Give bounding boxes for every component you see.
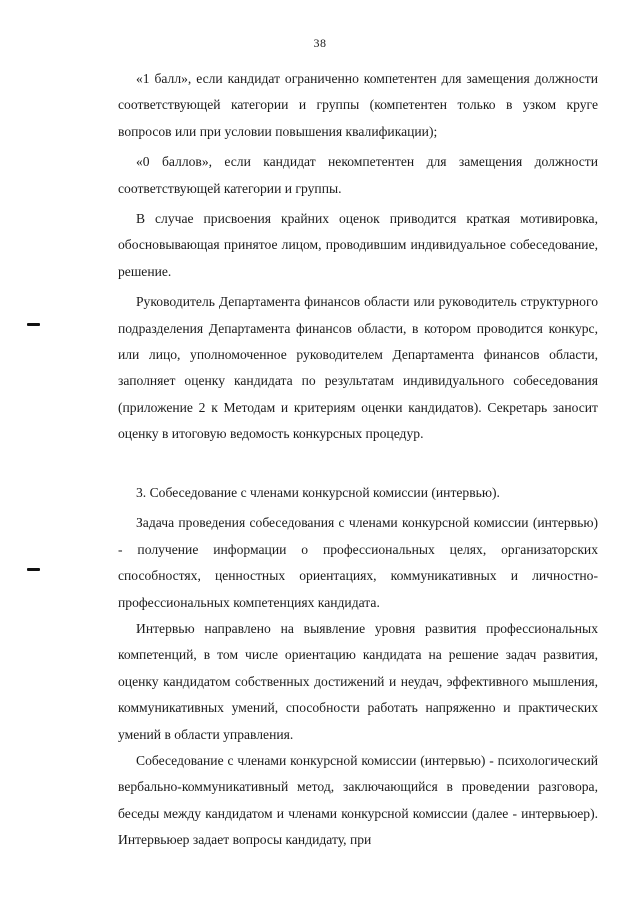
paragraph-interview-direction: Интервью направлено на выявление уровня развития профессиональных компетенций, в том числе ориентацию кандидата на решение задач развития, оценку кандидатом собственных достижений и неудач, эффективного мышления, коммуникативных умений, способности работать напряженно и практических умений в области управления. (118, 621, 598, 742)
section-heading: 3. Собеседование с членами конкурсной комиссии (интервью). (136, 485, 500, 500)
text-block-top (118, 66, 598, 448)
paragraph-interview-method: Собеседование с членами конкурсной комиссии (интервью) - психологический вербально-коммуникативный метод, заключающийся в проведении разговора, беседы между кандидатом и членами конкурсной комиссии (далее - интервьюер). Интервьюер задает вопросы кандидату, при (118, 753, 598, 848)
paragraph-score-0: «0 баллов», если кандидат некомпетентен для замещения должности соответствующей категории и группы. (118, 154, 598, 196)
paragraph-extreme-scores: В случае присвоения крайних оценок приводится краткая мотивировка, обосновывающая принятое лицом, проводившим индивидуальное собеседование, решение. (118, 211, 598, 279)
text-block-bottom (118, 480, 598, 854)
paragraph-score-1: «1 балл», если кандидат ограниченно компетентен для замещения должности соответствующей категории и группы (компетентен только в узком круге вопросов или при условии повышения квалификации); (118, 71, 598, 139)
scan-artifact-mark (27, 568, 40, 571)
paragraph-evaluation-fill: Руководитель Департамента финансов области или руководитель структурного подразделения Департамента финансов области, в котором проводится конкурс, или лицо, уполномоченное руководителем Департамента финансов области, заполняет оценку кандидата по результатам индивидуального собеседования (приложение 2 к Методам и критериям оценки кандидатов). Секретарь заносит оценку в итоговую ведомость конкурсных процедур. (118, 294, 598, 442)
paragraph-interview-goal: Задача проведения собеседования с членами конкурсной комиссии (интервью) - получение информации о профессиональных целях, организаторских способностях, ценностных ориентациях, коммуникативных и личностно-профессиональных компетенциях кандидата. (118, 515, 598, 610)
scan-artifact-mark (27, 323, 40, 326)
page-number: 38 (313, 36, 327, 50)
